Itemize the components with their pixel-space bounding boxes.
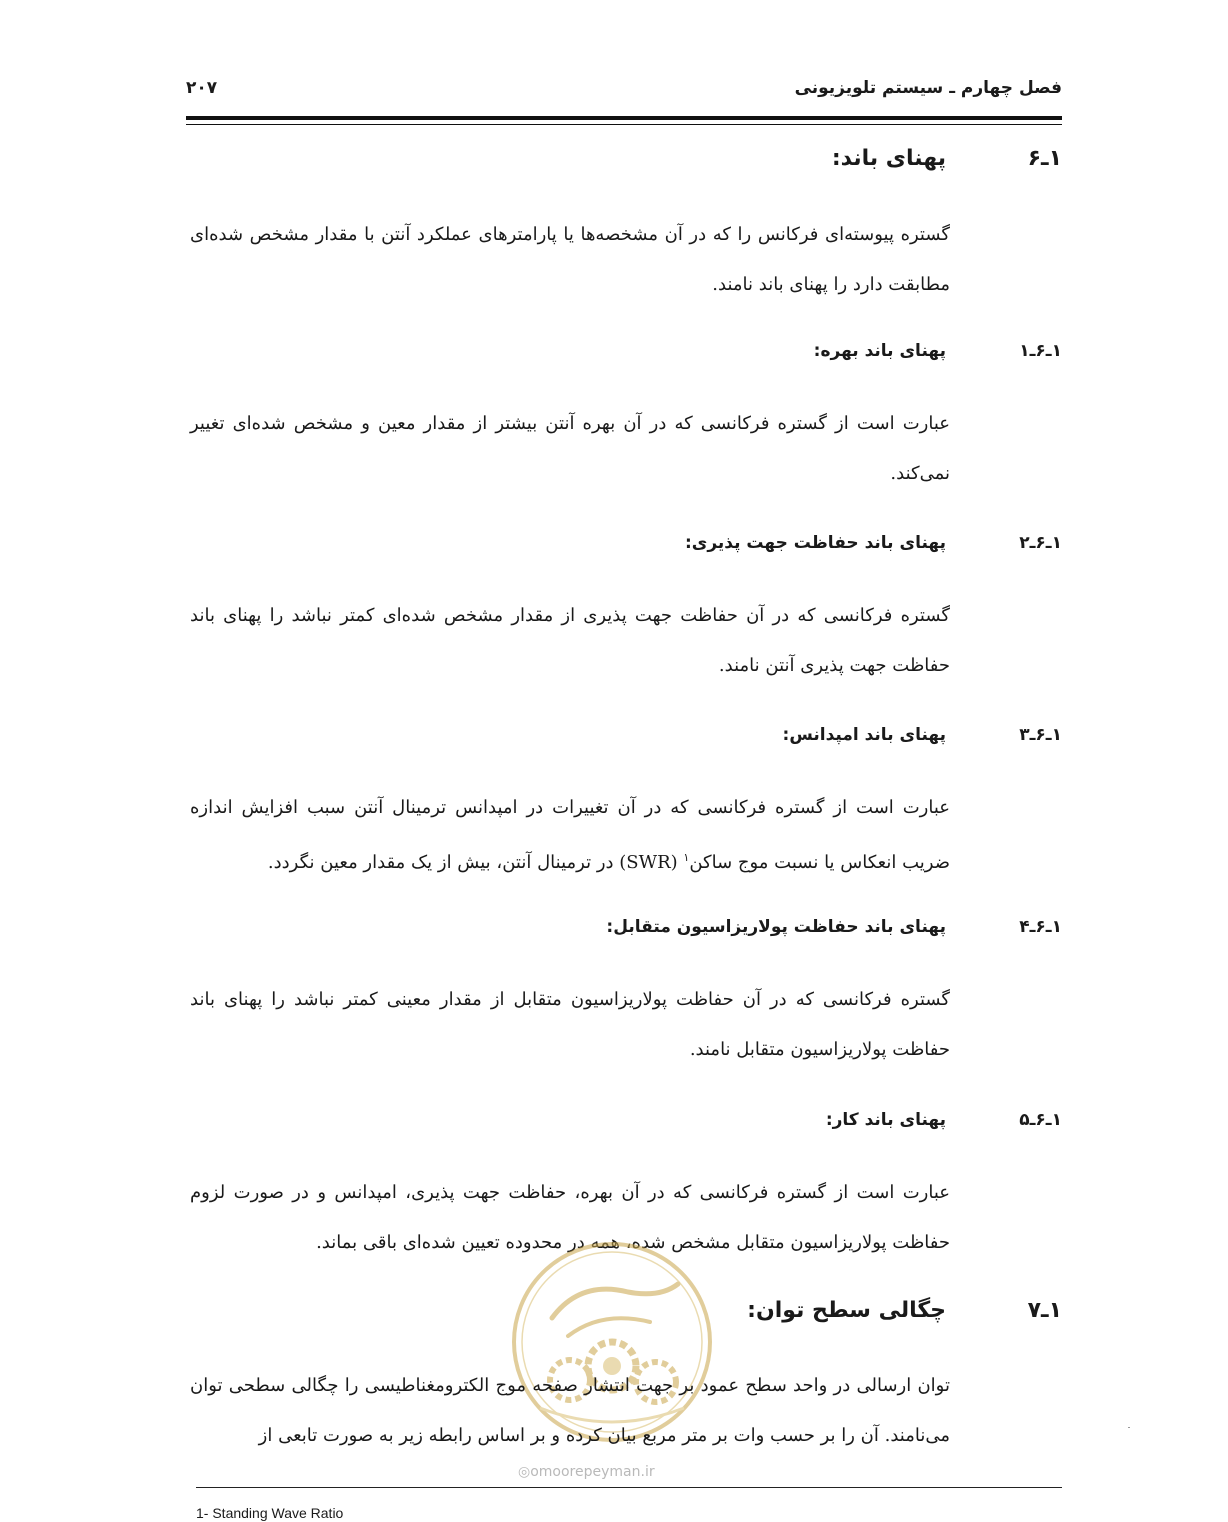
paragraph: توان ارسالی در واحد سطح عمود بر جهت انتشار صفحه موج الکترومغناطیسی را چگالی سطحی توان می‌نامند. آن را بر حسب وات بر متر مربع بیان کرده و بر اساس رابطه زیر به صورت تابعی از — [190, 1375, 950, 1446]
paragraph: عبارت است از گستره فرکانسی که در آن بهره آنتن بیشتر از مقدار معین و مشخص شده‌ای تغییر نمی‌کند. — [190, 413, 950, 484]
section-number: ۱ـ۶ـ۲ — [1019, 533, 1062, 553]
section-heading — [186, 1298, 1062, 1332]
running-head — [186, 78, 1062, 104]
section-number: ۱ـ۶ـ۳ — [1019, 725, 1062, 745]
footnote-marker: ۱ — [683, 851, 690, 864]
section-number: ۱ـ۶ـ۴ — [1019, 917, 1062, 937]
watermark-url — [518, 1464, 655, 1480]
section-number: ۱ـ۷ — [1027, 1298, 1062, 1323]
page-number: ۲۰۷ — [186, 78, 218, 98]
section-heading — [186, 146, 1062, 180]
paragraph: گستره پیوسته‌ای فرکانس را که در آن مشخصه‌ها یا پارامترهای عملکرد آنتن با مقدار مشخص شده‌ای مطابقت دارد را پهنای باند نامند. — [190, 224, 950, 295]
section-title: پهنای باند: — [831, 146, 946, 171]
section-title: چگالی سطح توان: — [747, 1298, 946, 1323]
section-title: پهنای باند حفاظت پولاریزاسیون متقابل: — [606, 917, 946, 937]
footnote-rule — [196, 1487, 1062, 1488]
paragraph-text: عبارت است از گستره فرکانسی که در آن تغییرات در امپدانس ترمینال آنتن سبب افزایش اندازه ضریب انعکاس یا نسبت موج ساکن — [190, 797, 950, 873]
paragraph: گستره فرکانسی که در آن حفاظت جهت پذیری از مقدار مشخص شده‌ای کمتر نباشد را پهنای باند حفاظت جهت پذیری آنتن نامند. — [190, 605, 950, 676]
section-number: ۱ـ۶ — [1027, 146, 1062, 171]
paragraph — [190, 783, 950, 888]
scan-speck — [1128, 1427, 1130, 1428]
subsection-heading — [186, 1110, 1062, 1144]
header-rule-thin — [186, 124, 1062, 125]
section-title: پهنای باند کار: — [825, 1110, 946, 1130]
watermark-url-text: omoorepeyman.ir — [530, 1464, 655, 1480]
paragraph: گستره فرکانسی که در آن حفاظت پولاریزاسیون متقابل از مقدار معینی کمتر نباشد را پهنای باند حفاظت پولاریزاسیون متقابل نامند. — [190, 989, 950, 1060]
paragraph: عبارت است از گستره فرکانسی که در آن بهره، حفاظت جهت پذیری، امپدانس و در صورت لزوم حفاظت پولاریزاسیون متقابل مشخص شده، همه در محدوده تعیین شده‌ای باقی بماند. — [190, 1182, 950, 1253]
section-title: پهنای باند بهره: — [813, 341, 946, 361]
subsection-heading — [186, 917, 1062, 951]
section-number: ۱ـ۶ـ۵ — [1019, 1110, 1062, 1130]
subsection-heading — [186, 725, 1062, 759]
header-rule-thick — [186, 116, 1062, 120]
section-title: پهنای باند حفاظت جهت پذیری: — [684, 533, 946, 553]
footnote: 1- Standing Wave Ratio — [196, 1505, 344, 1521]
paragraph-text: (SWR) در ترمینال آنتن، بیش از یک مقدار معین نگردد. — [267, 852, 684, 873]
section-title: پهنای باند امپدانس: — [782, 725, 946, 745]
subsection-heading — [186, 533, 1062, 567]
section-number: ۱ـ۶ـ۱ — [1019, 341, 1062, 361]
subsection-heading — [186, 341, 1062, 375]
globe-icon: ◎ — [518, 1464, 531, 1480]
chapter-title: فصل چهارم ـ سیستم تلویزیونی — [794, 78, 1062, 98]
